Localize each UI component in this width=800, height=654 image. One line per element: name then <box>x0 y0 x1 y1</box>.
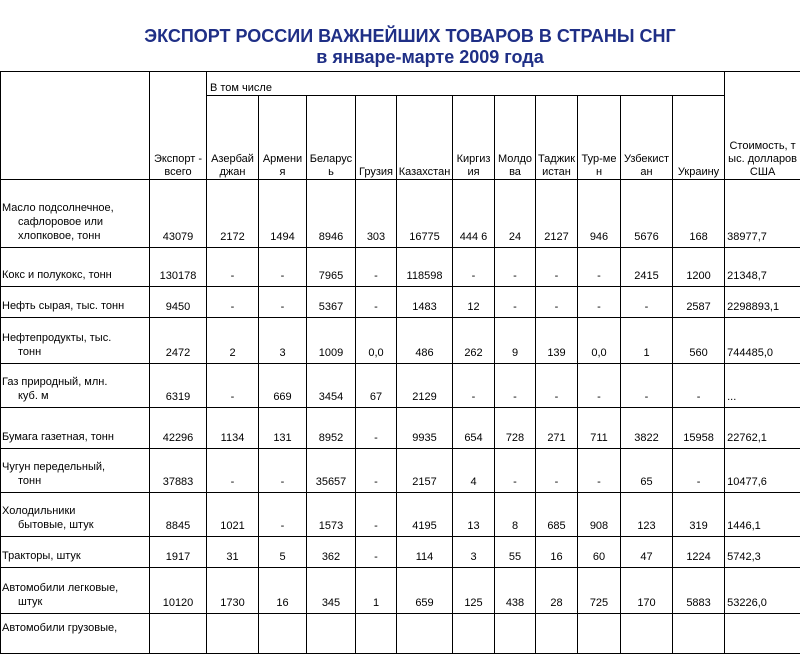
cost-cell: 5742,3 <box>725 537 800 568</box>
value-cell: 47 <box>621 537 673 568</box>
value-cell: 2415 <box>621 248 673 287</box>
value-cell: 1483 <box>397 287 453 318</box>
value-cell: - <box>495 248 536 287</box>
value-cell: - <box>536 449 578 493</box>
value-cell <box>536 614 578 654</box>
product-name-line: куб. м <box>2 389 148 403</box>
product-name-line: Автомобили легковые, <box>2 581 148 595</box>
cost-cell: 21348,7 <box>725 248 800 287</box>
value-cell: 1573 <box>307 493 356 537</box>
value-cell: 2157 <box>397 449 453 493</box>
value-cell: 1224 <box>673 537 725 568</box>
value-cell: 67 <box>356 364 397 408</box>
value-cell: - <box>578 364 621 408</box>
value-cell: 37883 <box>150 449 207 493</box>
product-name-line: Автомобили грузовые, <box>2 621 148 635</box>
value-cell: 60 <box>578 537 621 568</box>
product-name-line: Нефть сырая, тыс. тонн <box>2 299 148 313</box>
cost-cell <box>725 614 800 654</box>
value-cell: - <box>536 287 578 318</box>
product-name-line: Бумага газетная, тонн <box>2 430 148 444</box>
value-cell: 15958 <box>673 408 725 449</box>
page-title <box>0 26 800 68</box>
header-product <box>1 72 150 180</box>
table-row <box>1 493 800 537</box>
header-export-total: Экспорт - всего <box>150 72 207 180</box>
product-name <box>1 449 150 493</box>
header-country: Таджикистан <box>536 96 578 180</box>
product-name <box>1 287 150 318</box>
value-cell: 262 <box>453 318 495 364</box>
value-cell: 24 <box>495 180 536 248</box>
value-cell: 8952 <box>307 408 356 449</box>
value-cell: 1021 <box>207 493 259 537</box>
product-name <box>1 537 150 568</box>
table-row <box>1 408 800 449</box>
value-cell <box>621 614 673 654</box>
table-row <box>1 614 800 654</box>
value-cell: - <box>259 493 307 537</box>
header-country: Тур-мен <box>578 96 621 180</box>
value-cell <box>207 614 259 654</box>
value-cell: - <box>495 449 536 493</box>
header-country: Казахстан <box>397 96 453 180</box>
value-cell: 1134 <box>207 408 259 449</box>
value-cell: - <box>578 287 621 318</box>
value-cell: 168 <box>673 180 725 248</box>
table-row <box>1 318 800 364</box>
value-cell: - <box>207 364 259 408</box>
value-cell <box>578 614 621 654</box>
value-cell: 669 <box>259 364 307 408</box>
value-cell: 1730 <box>207 568 259 614</box>
value-cell: - <box>578 449 621 493</box>
product-name-line: тонн <box>2 345 148 359</box>
value-cell: - <box>207 287 259 318</box>
value-cell <box>673 614 725 654</box>
value-cell: 725 <box>578 568 621 614</box>
value-cell: 444 6 <box>453 180 495 248</box>
header-country: Азербайджан <box>207 96 259 180</box>
value-cell: 4195 <box>397 493 453 537</box>
value-cell: 1917 <box>150 537 207 568</box>
product-name-line: тонн <box>2 474 148 488</box>
value-cell: - <box>356 248 397 287</box>
product-name-line: бытовые, штук <box>2 518 148 532</box>
value-cell: 271 <box>536 408 578 449</box>
table-row <box>1 568 800 614</box>
value-cell: 125 <box>453 568 495 614</box>
value-cell: 659 <box>397 568 453 614</box>
value-cell: 65 <box>621 449 673 493</box>
product-name-line: Чугун передельный, <box>2 460 148 474</box>
product-name <box>1 180 150 248</box>
value-cell: 35657 <box>307 449 356 493</box>
value-cell: 319 <box>673 493 725 537</box>
value-cell: 4 <box>453 449 495 493</box>
value-cell: 711 <box>578 408 621 449</box>
value-cell: 170 <box>621 568 673 614</box>
value-cell: 486 <box>397 318 453 364</box>
value-cell: 139 <box>536 318 578 364</box>
value-cell: 1494 <box>259 180 307 248</box>
product-name <box>1 408 150 449</box>
value-cell: 2172 <box>207 180 259 248</box>
header-country: Украину <box>673 96 725 180</box>
table-row <box>1 287 800 318</box>
value-cell: - <box>356 537 397 568</box>
value-cell: 303 <box>356 180 397 248</box>
cost-cell: 2298893,1 <box>725 287 800 318</box>
table-row <box>1 364 800 408</box>
value-cell: - <box>207 248 259 287</box>
value-cell: 8946 <box>307 180 356 248</box>
header-country: Киргизия <box>453 96 495 180</box>
value-cell: - <box>356 493 397 537</box>
value-cell: 654 <box>453 408 495 449</box>
value-cell: - <box>536 248 578 287</box>
table-row <box>1 248 800 287</box>
value-cell: 1009 <box>307 318 356 364</box>
value-cell: 7965 <box>307 248 356 287</box>
value-cell: 0,0 <box>356 318 397 364</box>
value-cell: - <box>673 449 725 493</box>
value-cell: 0,0 <box>578 318 621 364</box>
value-cell: 728 <box>495 408 536 449</box>
cost-cell: 1446,1 <box>725 493 800 537</box>
value-cell <box>356 614 397 654</box>
value-cell: - <box>536 364 578 408</box>
value-cell: 9 <box>495 318 536 364</box>
product-name-line: Тракторы, штук <box>2 549 148 563</box>
export-table <box>0 71 800 654</box>
value-cell: 2472 <box>150 318 207 364</box>
value-cell: 28 <box>536 568 578 614</box>
value-cell: 12 <box>453 287 495 318</box>
value-cell: 8 <box>495 493 536 537</box>
value-cell: 2129 <box>397 364 453 408</box>
value-cell: 5367 <box>307 287 356 318</box>
value-cell: 118598 <box>397 248 453 287</box>
value-cell: 5883 <box>673 568 725 614</box>
value-cell: 560 <box>673 318 725 364</box>
value-cell <box>307 614 356 654</box>
cost-cell: 53226,0 <box>725 568 800 614</box>
product-name-line: Кокс и полукокс, тонн <box>2 268 148 282</box>
value-cell: - <box>356 287 397 318</box>
value-cell: 2587 <box>673 287 725 318</box>
product-name-line: штук <box>2 595 148 609</box>
table-row <box>1 537 800 568</box>
value-cell: 130178 <box>150 248 207 287</box>
cost-cell: 744485,0 <box>725 318 800 364</box>
header-country: Армения <box>259 96 307 180</box>
value-cell: 5 <box>259 537 307 568</box>
product-name-line: Холодильники <box>2 504 148 518</box>
value-cell: 123 <box>621 493 673 537</box>
header-country: Молдова <box>495 96 536 180</box>
value-cell: 114 <box>397 537 453 568</box>
value-cell: 43079 <box>150 180 207 248</box>
value-cell: 362 <box>307 537 356 568</box>
value-cell: - <box>673 364 725 408</box>
value-cell: 2127 <box>536 180 578 248</box>
product-name <box>1 493 150 537</box>
cost-cell: 22762,1 <box>725 408 800 449</box>
value-cell: 438 <box>495 568 536 614</box>
header-country: Узбекистан <box>621 96 673 180</box>
value-cell <box>259 614 307 654</box>
value-cell: 908 <box>578 493 621 537</box>
value-cell: 2 <box>207 318 259 364</box>
value-cell: 3 <box>453 537 495 568</box>
value-cell: - <box>495 364 536 408</box>
value-cell: 3822 <box>621 408 673 449</box>
value-cell: 345 <box>307 568 356 614</box>
value-cell: - <box>621 364 673 408</box>
value-cell: - <box>356 408 397 449</box>
value-cell: 3454 <box>307 364 356 408</box>
value-cell: 13 <box>453 493 495 537</box>
value-cell: - <box>259 287 307 318</box>
value-cell: 16775 <box>397 180 453 248</box>
value-cell: 31 <box>207 537 259 568</box>
value-cell: - <box>453 248 495 287</box>
value-cell: - <box>578 248 621 287</box>
value-cell <box>397 614 453 654</box>
product-name-line: Газ природный, млн. <box>2 375 148 389</box>
value-cell <box>495 614 536 654</box>
header-country: Грузия <box>356 96 397 180</box>
value-cell: - <box>207 449 259 493</box>
header-country: Беларусь <box>307 96 356 180</box>
value-cell: 8845 <box>150 493 207 537</box>
value-cell: 55 <box>495 537 536 568</box>
cost-cell: 38977,7 <box>725 180 800 248</box>
title-line-1: ЭКСПОРТ РОССИИ ВАЖНЕЙШИХ ТОВАРОВ В СТРАНЫ СНГ <box>0 26 800 47</box>
product-name-line: Масло подсолнечное, <box>2 201 148 215</box>
table-row <box>1 449 800 493</box>
value-cell <box>150 614 207 654</box>
value-cell: 10120 <box>150 568 207 614</box>
product-name-line: хлопковое, тонн <box>2 229 148 243</box>
value-cell: 685 <box>536 493 578 537</box>
product-name <box>1 364 150 408</box>
value-cell: - <box>259 248 307 287</box>
header-including: В том числе <box>207 72 725 96</box>
cost-cell: 10477,6 <box>725 449 800 493</box>
value-cell: 946 <box>578 180 621 248</box>
cost-cell: ... <box>725 364 800 408</box>
value-cell: 6319 <box>150 364 207 408</box>
value-cell: 42296 <box>150 408 207 449</box>
value-cell: - <box>356 449 397 493</box>
product-name-line: сафлоровое или <box>2 215 148 229</box>
value-cell: 5676 <box>621 180 673 248</box>
value-cell: - <box>495 287 536 318</box>
value-cell: 16 <box>259 568 307 614</box>
value-cell <box>453 614 495 654</box>
value-cell: - <box>259 449 307 493</box>
value-cell: 1200 <box>673 248 725 287</box>
header-cost: Стоимость, тыс. долларов США <box>725 72 800 180</box>
value-cell: - <box>453 364 495 408</box>
value-cell: 9450 <box>150 287 207 318</box>
value-cell: 3 <box>259 318 307 364</box>
value-cell: - <box>621 287 673 318</box>
title-line-2: в январе-марте 2009 года <box>0 47 800 68</box>
value-cell: 9935 <box>397 408 453 449</box>
value-cell: 1 <box>621 318 673 364</box>
value-cell: 131 <box>259 408 307 449</box>
product-name <box>1 614 150 654</box>
product-name <box>1 568 150 614</box>
product-name <box>1 248 150 287</box>
product-name-line: Нефтепродукты, тыс. <box>2 331 148 345</box>
product-name <box>1 318 150 364</box>
table-row <box>1 180 800 248</box>
value-cell: 1 <box>356 568 397 614</box>
value-cell: 16 <box>536 537 578 568</box>
